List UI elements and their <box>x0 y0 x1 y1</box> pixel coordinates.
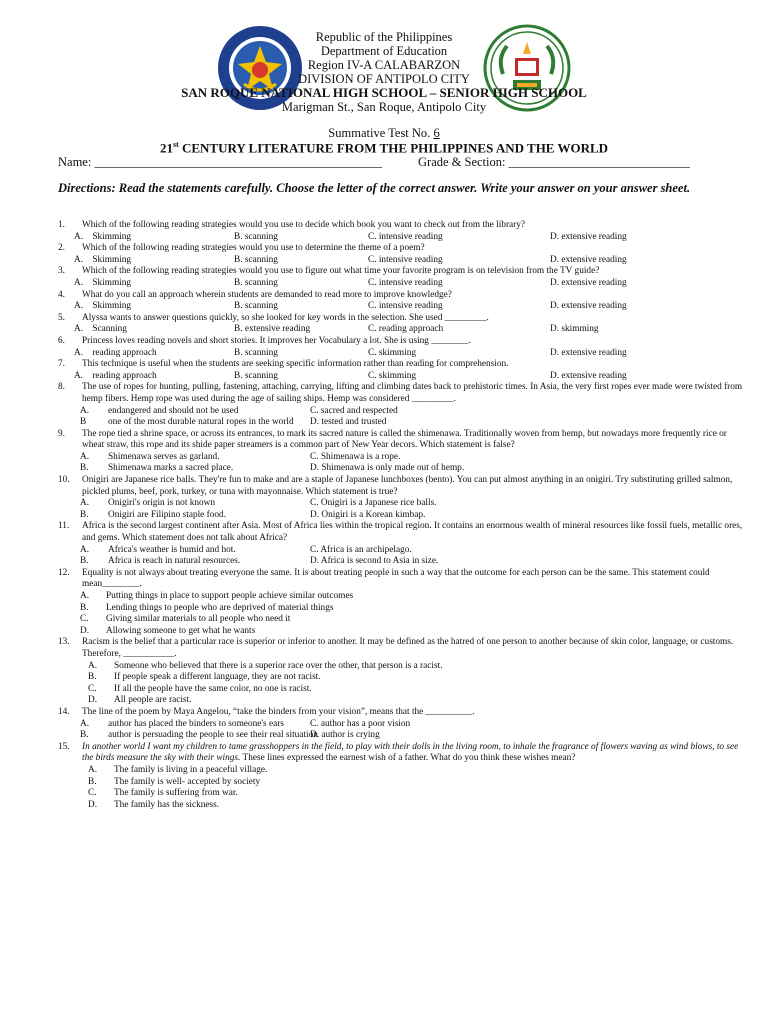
option-text: author is persuading the people to see their real situation <box>108 730 318 741</box>
question-item <box>58 313 748 336</box>
header-address: Marigman St., San Roque, Antipolo City <box>281 100 487 114</box>
answer-option[interactable] <box>80 510 226 522</box>
question-number: 5. <box>58 312 65 323</box>
answer-option[interactable]: D. extensive reading <box>550 231 627 242</box>
option-text: Africa is reach in natural resources. <box>108 556 241 567</box>
option-letter: D. <box>88 799 98 810</box>
question-text: Which of the following reading strategies would you use to determine the theme of a poem? <box>82 243 425 254</box>
answer-option[interactable]: A. Scanning <box>74 324 127 335</box>
answer-options-row <box>58 278 748 290</box>
option-text: If all the people have the same color, no one is racist. <box>114 683 312 694</box>
option-letter: A. <box>80 718 90 729</box>
question-text: Africa is the second largest continent after Asia. Most of Africa lies within the tropical region. It contains an enormous wealth of mineral resources like fossil fuels, metallic ores, and gems. Which statement does not talk about Africa? <box>82 521 743 544</box>
question-text: The line of the poem by Maya Angelou, “take the binders from your vision”, means that the __________. <box>82 706 475 717</box>
answer-options-row <box>58 417 748 429</box>
answer-option[interactable]: C. skimming <box>368 347 417 358</box>
question-text: Equality is not always about treating everyone the same. It is about treating people in such a way that the outcome for each person can be the same. This statement could mean________. <box>82 567 710 590</box>
question-text: What do you call an approach wherein students are demanded to read more to improve knowledge? <box>82 289 452 300</box>
option-letter: C. <box>88 788 97 799</box>
answer-option[interactable] <box>80 626 748 638</box>
question-number: 6. <box>58 335 65 346</box>
question-number: 7. <box>58 359 65 370</box>
option-letter: B. <box>88 776 97 787</box>
answer-option[interactable] <box>88 672 748 684</box>
answer-option[interactable]: A. reading approach <box>74 347 157 358</box>
option-text: Lending things to people who are deprived of material things <box>106 602 334 613</box>
answer-options-row <box>58 452 748 464</box>
option-letter: B <box>80 417 87 428</box>
option-letter: B. <box>80 602 89 613</box>
option-letter: B. <box>80 556 89 567</box>
answer-options-row <box>58 556 748 568</box>
option-letter: C. <box>88 683 97 694</box>
option-text: Shimenawa serves as garland. <box>108 451 220 462</box>
option-letter: A. <box>80 591 90 601</box>
answer-option[interactable] <box>88 661 748 673</box>
answer-option[interactable]: D. skimming <box>550 324 599 335</box>
option-letter: A. <box>80 405 90 416</box>
answer-options-row <box>58 719 748 731</box>
test-number-line <box>0 126 768 140</box>
answer-options-row <box>58 348 748 360</box>
question-list <box>58 220 748 811</box>
answer-option[interactable] <box>80 463 233 475</box>
question-item <box>58 707 748 742</box>
name-label: Name: <box>58 155 92 169</box>
answer-option[interactable] <box>80 556 240 568</box>
test-title: 21st CENTURY LITERATURE FROM THE PHILIPPINES AND THE WORLD <box>159 140 609 156</box>
question-text: The use of ropes for hunting, pulling, fastening, attaching, carrying, lifting and climbing dates back to prehistoric times. In Asia, the very first ropes ever made were twisted from hemp fibers. Hemp rope was used during the age of sailing ships. Hemp was considered _________. <box>82 382 743 404</box>
answer-option[interactable]: D. extensive reading <box>550 301 627 312</box>
question-number: 8. <box>58 382 65 393</box>
question-number: 15. <box>58 741 70 752</box>
question-item <box>58 220 748 243</box>
option-letter: B. <box>80 463 89 474</box>
answer-option[interactable]: D. extensive reading <box>550 370 627 381</box>
answer-option[interactable]: D. Africa is second to Asia in size. <box>310 556 439 567</box>
header-school-name: SAN ROQUE NATIONAL HIGH SCHOOL – SENIOR HIGH SCHOOL <box>181 85 587 100</box>
answer-option[interactable]: C. intensive reading <box>368 254 443 265</box>
question-italic-text: In another world I want my children to tame grasshoppers in the field, to play with their dolls in the living room, to inhale the fragrance of flowers waving as wind blows, to see the birds measure the sky with their wings. <box>82 741 739 764</box>
answer-option[interactable]: D. Onigiri is a Korean kimbap. <box>310 509 426 520</box>
answer-option[interactable]: B. scanning <box>234 370 278 381</box>
answer-options-row <box>58 498 748 510</box>
question-number: 3. <box>58 266 65 277</box>
option-letter: A. <box>88 764 98 775</box>
answer-option[interactable]: D. Shimenawa is only made out of hemp. <box>310 463 465 474</box>
option-text: Putting things in place to support people achieve similar outcomes <box>106 591 354 601</box>
answer-option[interactable] <box>88 684 748 696</box>
header-region: Region IV-A CALABARZON <box>307 58 461 72</box>
option-letter: A. <box>80 498 90 509</box>
answer-option[interactable]: A. Skimming <box>74 254 132 265</box>
question-item <box>58 521 748 567</box>
option-text: The family is well- accepted by society <box>114 776 261 787</box>
directions-text: Directions: Read the statements carefully. Choose the letter of the correct answer. Write your answer on your answer sheet. <box>58 181 691 195</box>
answer-options-row <box>58 406 748 418</box>
answer-option[interactable]: C. skimming <box>368 370 417 381</box>
answer-option[interactable]: D. extensive reading <box>550 277 627 288</box>
answer-options-row <box>58 232 748 244</box>
option-text: Allowing someone to get what he wants <box>106 625 256 636</box>
answer-option[interactable]: C. intensive reading <box>368 231 443 242</box>
question-text: Onigiri are Japanese rice balls. They're fun to make and are a staple of Japanese lunchboxes (bento). You can put almost anything in an onigiri. Try substituting grilled salmon, pickled plums, beef, pork, turkey, or tuna with mayonnaise. Which statement is true? <box>82 475 733 497</box>
test-number: 6 <box>433 126 440 140</box>
question-text: The rope tied a shrine space, or across its entrances, to mark its sacred nature is called the shimenawa. Traditionally woven from hemp, but nowadays more frequently rice or wheat straw, this rope and its shide paper streamers is a common part of New Year decors. Which statement is false? <box>82 428 727 451</box>
option-letter: B. <box>80 730 89 741</box>
option-letter: D. <box>80 625 90 636</box>
option-text: All people are racist. <box>114 695 192 706</box>
question-item <box>58 637 748 707</box>
answer-options-row <box>58 730 748 742</box>
answer-option[interactable] <box>88 695 748 707</box>
option-letter: C. <box>80 614 89 625</box>
question-number: 13. <box>58 637 70 648</box>
answer-options-row <box>58 255 748 267</box>
grade-blank: _____________________________ <box>508 155 690 169</box>
question-item <box>58 266 748 289</box>
answer-options-row <box>58 545 748 557</box>
option-letter: D. <box>88 695 98 706</box>
question-text: This technique is useful when the students are seeking specific information rather than reading for comprehension. <box>82 359 509 370</box>
answer-option[interactable]: A. reading approach <box>74 370 157 381</box>
answer-option[interactable]: C. intensive reading <box>368 301 443 312</box>
answer-option[interactable]: B. scanning <box>234 231 278 242</box>
answer-option[interactable] <box>80 730 318 742</box>
question-item <box>58 382 748 428</box>
question-number: 2. <box>58 243 65 254</box>
answer-option[interactable]: D. extensive reading <box>550 254 627 265</box>
option-letter: B. <box>88 672 97 683</box>
answer-option[interactable] <box>80 498 215 510</box>
question-text: Princess loves reading novels and short stories. It improves her Vocabulary a lot. She is using ________. <box>82 335 471 346</box>
answer-option[interactable]: B. extensive reading <box>234 324 311 335</box>
question-text: Which of the following reading strategies would you use to decide which book you want to check out from the library? <box>82 220 526 230</box>
answer-option[interactable]: D. author is crying <box>310 730 380 741</box>
question-number: 11. <box>58 521 70 532</box>
answer-option[interactable]: C. intensive reading <box>368 277 443 288</box>
option-text: If people speak a different language, they are not racist. <box>114 672 321 683</box>
answer-option[interactable]: C. reading approach <box>368 324 444 335</box>
answer-option[interactable] <box>88 800 748 812</box>
grade-section-field[interactable] <box>418 155 690 170</box>
answer-option[interactable] <box>88 777 748 789</box>
question-text: Which of the following reading strategies would you use to figure out what time your favorite program is on television from the TV guide? <box>82 266 600 277</box>
question-item <box>58 568 748 638</box>
question-item <box>58 243 748 266</box>
question-item <box>58 290 748 313</box>
answer-option[interactable] <box>80 591 748 603</box>
question-item <box>58 359 748 382</box>
answer-option[interactable] <box>88 765 748 777</box>
question-text: Alyssa wants to answer questions quickly, so she looked for key words in the selection. She used _________. <box>82 312 489 323</box>
answer-option[interactable]: A. Skimming <box>74 231 132 242</box>
option-text: Shimenawa marks a sacred place. <box>108 463 234 474</box>
test-label: Summative Test No. <box>328 126 431 140</box>
answer-option[interactable]: B. scanning <box>234 254 278 265</box>
option-text: The family has the sickness. <box>114 799 220 810</box>
answer-option[interactable]: B. scanning <box>234 301 278 312</box>
option-text: endangered and should not be used <box>108 405 239 416</box>
answer-option[interactable] <box>88 788 748 800</box>
answer-option[interactable] <box>80 614 748 626</box>
question-item <box>58 475 748 521</box>
header-republic: Republic of the Philippines <box>315 30 453 44</box>
question-number: 14. <box>58 706 70 717</box>
answer-option[interactable]: D. tested and trusted <box>310 417 387 428</box>
option-text: The family is suffering from war. <box>114 788 238 799</box>
answer-option[interactable] <box>80 406 238 418</box>
answer-option[interactable]: A. Skimming <box>74 277 132 288</box>
option-letter: A. <box>80 451 90 462</box>
option-text: Onigiri are Filipino staple food. <box>108 509 226 520</box>
answer-options-row <box>58 371 748 383</box>
option-letter: A. <box>88 660 98 671</box>
answer-option[interactable]: C. sacred and respected <box>310 405 398 416</box>
answer-option[interactable] <box>80 452 220 464</box>
header-division: DIVISION OF ANTIPOLO CITY <box>298 72 470 86</box>
answer-option[interactable]: C. Africa is an archipelago. <box>310 544 412 555</box>
answer-options-row <box>58 510 748 522</box>
question-number: 12. <box>58 567 70 578</box>
option-letter: A. <box>80 544 90 555</box>
option-text: Onigiri's origin is not known <box>108 498 216 509</box>
option-text: author has placed the binders to someone's ears <box>108 718 284 729</box>
question-item <box>58 742 748 812</box>
option-text: one of the most durable natural ropes in the world <box>108 417 294 428</box>
answer-option[interactable] <box>80 545 236 557</box>
option-text: The family is living in a peaceful village. <box>114 764 268 775</box>
answer-option[interactable]: B. scanning <box>234 347 278 358</box>
question-number: 4. <box>58 289 65 300</box>
question-text: In another world I want my children to tame grasshoppers in the field, to play with their dolls in the living room, to inhale the fragrance of flowers waving as wind blows, to see the birds measure the sky with their wings. These lines expressed the earnest wish of a father. What do you think these wishes mean? <box>82 741 739 764</box>
question-number: 9. <box>58 428 65 439</box>
option-text: Africa's weather is humid and hot. <box>108 544 236 555</box>
answer-option[interactable]: C. author has a poor vision <box>310 718 411 729</box>
option-text: Someone who believed that there is a superior race over the other, that person is a racist. <box>114 660 443 671</box>
question-item <box>58 429 748 475</box>
answer-option[interactable] <box>80 603 748 615</box>
question-number: 1. <box>58 220 65 230</box>
answer-option[interactable]: C. Onigiri is a Japanese rice balls. <box>310 498 437 509</box>
name-blank: ______________________________________________ <box>94 155 382 169</box>
question-text: Racism is the belief that a particular race is superior or inferior to another. It may be defined as the hatred of one person to another because of skin color, language, or customs. Therefore, ___________. <box>82 637 734 659</box>
grade-label: Grade & Section: <box>418 155 506 169</box>
answer-options-row <box>58 324 748 336</box>
answer-option[interactable]: D. extensive reading <box>550 347 627 358</box>
answer-option[interactable] <box>80 719 284 731</box>
question-item <box>58 336 748 359</box>
answer-options-row <box>58 463 748 475</box>
option-letter: B. <box>80 509 89 520</box>
answer-option[interactable]: A. Skimming <box>74 301 132 312</box>
question-number: 10. <box>58 475 70 486</box>
option-text: Giving similar materials to all people who need it <box>106 614 291 625</box>
name-field[interactable] <box>58 155 382 170</box>
header-department: Department of Education <box>320 44 448 58</box>
answer-option[interactable]: B. scanning <box>234 277 278 288</box>
answer-options-row <box>58 301 748 313</box>
answer-option[interactable]: C. Shimenawa is a rope. <box>310 451 401 462</box>
answer-option[interactable] <box>80 417 294 429</box>
